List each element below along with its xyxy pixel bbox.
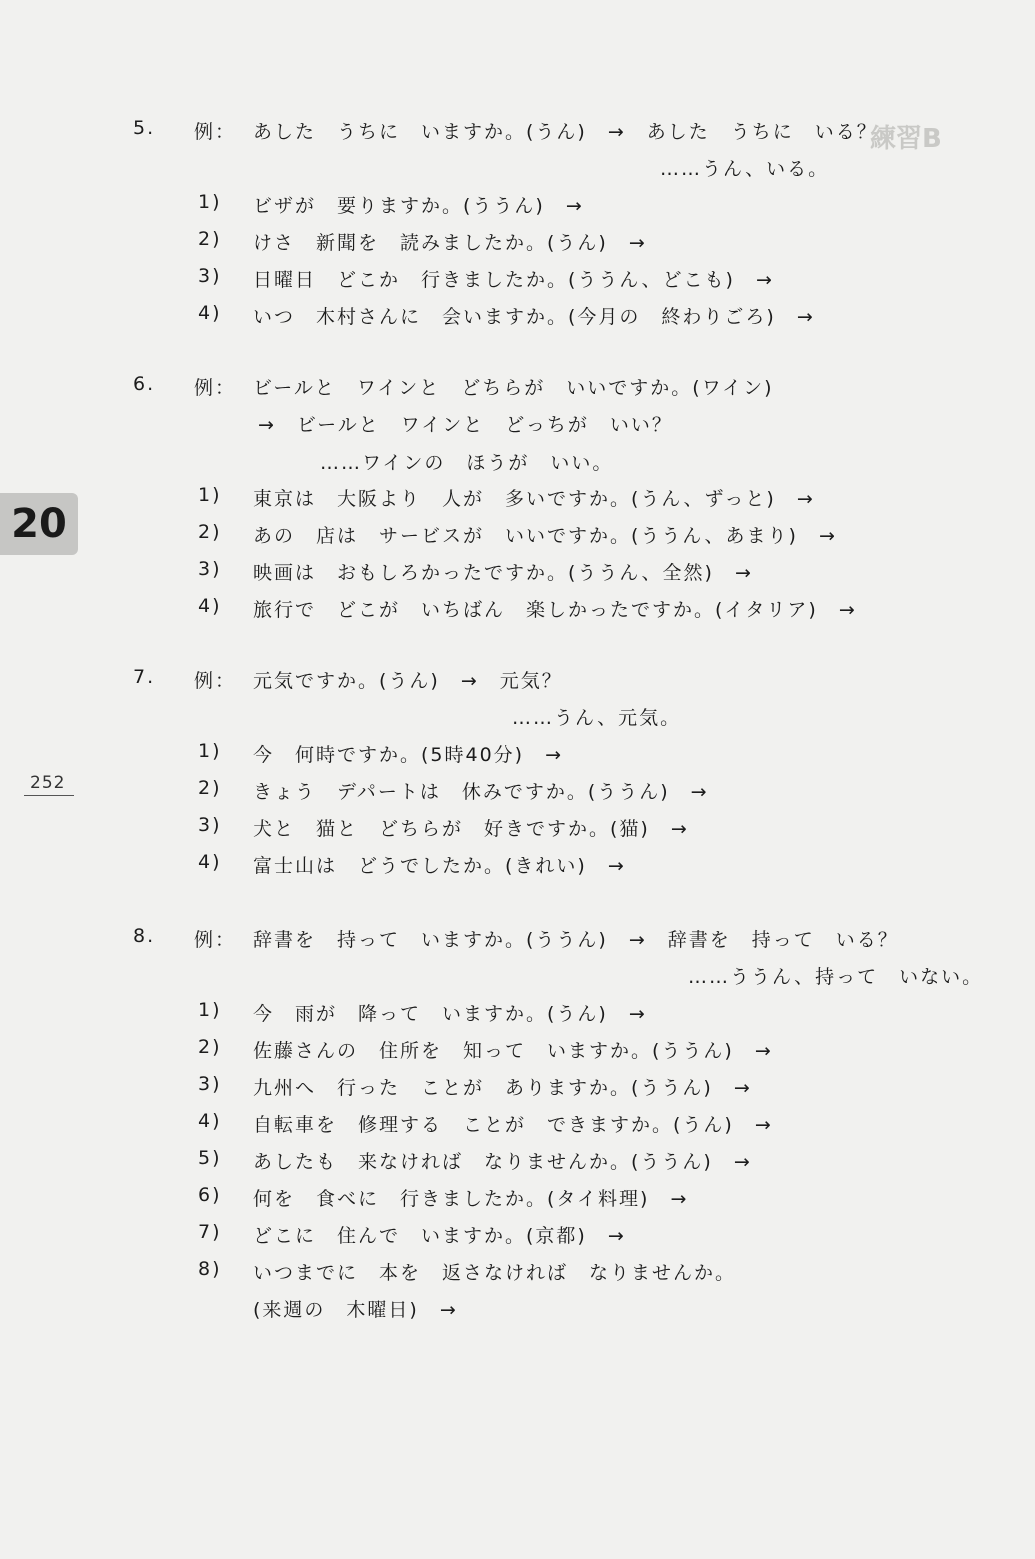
section-number: 7. — [133, 666, 156, 688]
item-number: 4) — [198, 1110, 222, 1132]
list-item — [0, 851, 1000, 881]
item-number: 2) — [198, 521, 222, 543]
item-number: 6) — [198, 1184, 222, 1206]
item-text: どこに 住んで いますか。(京都) → — [253, 1225, 626, 1247]
item-text: あしたも 来なければ なりませんか。(ううん) → — [253, 1151, 752, 1173]
list-item — [0, 1036, 1000, 1066]
list-item — [0, 302, 1000, 332]
item-number: 5) — [198, 1147, 222, 1169]
example-line — [0, 117, 1000, 147]
example-answer-line — [0, 448, 1000, 478]
item-text: いつ 木村さんに 会いますか。(今月の 終わりごろ) → — [253, 306, 815, 328]
example-answer: ……うん、いる。 — [660, 158, 830, 180]
item-number: 1) — [198, 191, 222, 213]
item-text: ビザが 要りますか。(ううん) → — [253, 195, 584, 217]
item-number: 3) — [198, 1073, 222, 1095]
item-number: 2) — [198, 228, 222, 250]
item-number: 4) — [198, 595, 222, 617]
item-text: 自転車を 修理する ことが できますか。(うん) → — [253, 1114, 773, 1136]
item-number: 1) — [198, 999, 222, 1021]
list-item — [0, 484, 1000, 514]
item-text: 何を 食べに 行きましたか。(タイ料理) → — [253, 1188, 689, 1210]
example-line — [0, 925, 1000, 955]
list-item — [0, 1221, 1000, 1251]
item-text: あの 店は サービスが いいですか。(ううん、あまり) → — [253, 525, 837, 547]
item-text: 今 何時ですか。(5時40分) → — [253, 744, 564, 766]
item-number: 3) — [198, 814, 222, 836]
example-label: 例： — [194, 121, 237, 143]
list-item — [0, 1110, 1000, 1140]
list-item — [0, 228, 1000, 258]
section-number: 6. — [133, 373, 156, 395]
list-item — [0, 814, 1000, 844]
list-item — [0, 521, 1000, 551]
item-number: 3) — [198, 558, 222, 580]
example-text: 辞書を 持って いますか。(ううん) → 辞書を 持って いる？ — [253, 929, 899, 951]
list-item — [0, 558, 1000, 588]
item-text: きょう デパートは 休みですか。(ううん) → — [253, 781, 709, 803]
example-text: ビールと ワインと どちらが いいですか。(ワイン) — [253, 377, 774, 399]
item-text: けさ 新聞を 読みましたか。(うん) → — [253, 232, 647, 254]
example-line-2 — [0, 410, 1000, 440]
example-answer: ……ワインの ほうが いい。 — [320, 452, 614, 474]
section-number: 8. — [133, 925, 156, 947]
example-answer-line — [0, 962, 1000, 992]
example-label: 例： — [194, 377, 237, 399]
item-text: 犬と 猫と どちらが 好きですか。(猫) → — [253, 818, 689, 840]
list-item — [0, 777, 1000, 807]
item-text: 映画は おもしろかったですか。(ううん、全然) → — [253, 562, 753, 584]
example-answer: ……うん、元気。 — [512, 707, 682, 729]
list-item — [0, 191, 1000, 221]
list-item — [0, 1147, 1000, 1177]
ghost-heading: 練習B — [870, 124, 942, 154]
item-text: 佐藤さんの 住所を 知って いますか。(ううん) → — [253, 1040, 773, 1062]
example-line — [0, 666, 1000, 696]
item-number: 1) — [198, 740, 222, 762]
section-number: 5. — [133, 117, 156, 139]
item-number: 2) — [198, 1036, 222, 1058]
example-label: 例： — [194, 670, 237, 692]
page-number: 252 — [30, 773, 66, 793]
chapter-tab: 20 — [0, 493, 78, 555]
example-text: 元気ですか。(うん) → 元気？ — [253, 670, 563, 692]
list-item — [0, 1184, 1000, 1214]
list-item — [0, 265, 1000, 295]
example-text-2: → ビールと ワインと どっちが いい？ — [258, 414, 673, 436]
item-number: 8) — [198, 1258, 222, 1280]
item-text: 東京は 大阪より 人が 多いですか。(うん、ずっと) → — [253, 488, 815, 510]
item-number: 4) — [198, 851, 222, 873]
list-item — [0, 595, 1000, 625]
example-answer: ……ううん、持って いない。 — [688, 966, 984, 988]
item-text: 旅行で どこが いちばん 楽しかったですか。(イタリア) → — [253, 599, 857, 621]
list-item — [0, 1073, 1000, 1103]
item-text: 富士山は どうでしたか。(きれい) → — [253, 855, 626, 877]
example-answer-line — [0, 703, 1000, 733]
item-number: 7) — [198, 1221, 222, 1243]
item-text: いつまでに 本を 返さなければ なりませんか。 — [253, 1262, 737, 1284]
item-number: 4) — [198, 302, 222, 324]
list-item — [0, 999, 1000, 1029]
list-item — [0, 1258, 1000, 1288]
example-label: 例： — [194, 929, 237, 951]
list-item-continuation — [0, 1295, 1000, 1325]
example-line — [0, 373, 1000, 403]
item-number: 1) — [198, 484, 222, 506]
example-answer-line — [0, 154, 1000, 184]
example-text: あした うちに いますか。(うん) → あした うちに いる？ — [253, 121, 878, 143]
item-text-continued: (来週の 木曜日) → — [253, 1299, 458, 1321]
item-number: 2) — [198, 777, 222, 799]
item-number: 3) — [198, 265, 222, 287]
list-item — [0, 740, 1000, 770]
item-text: 今 雨が 降って いますか。(うん) → — [253, 1003, 647, 1025]
item-text: 日曜日 どこか 行きましたか。(ううん、どこも) → — [253, 269, 774, 291]
item-text: 九州へ 行った ことが ありますか。(ううん) → — [253, 1077, 752, 1099]
